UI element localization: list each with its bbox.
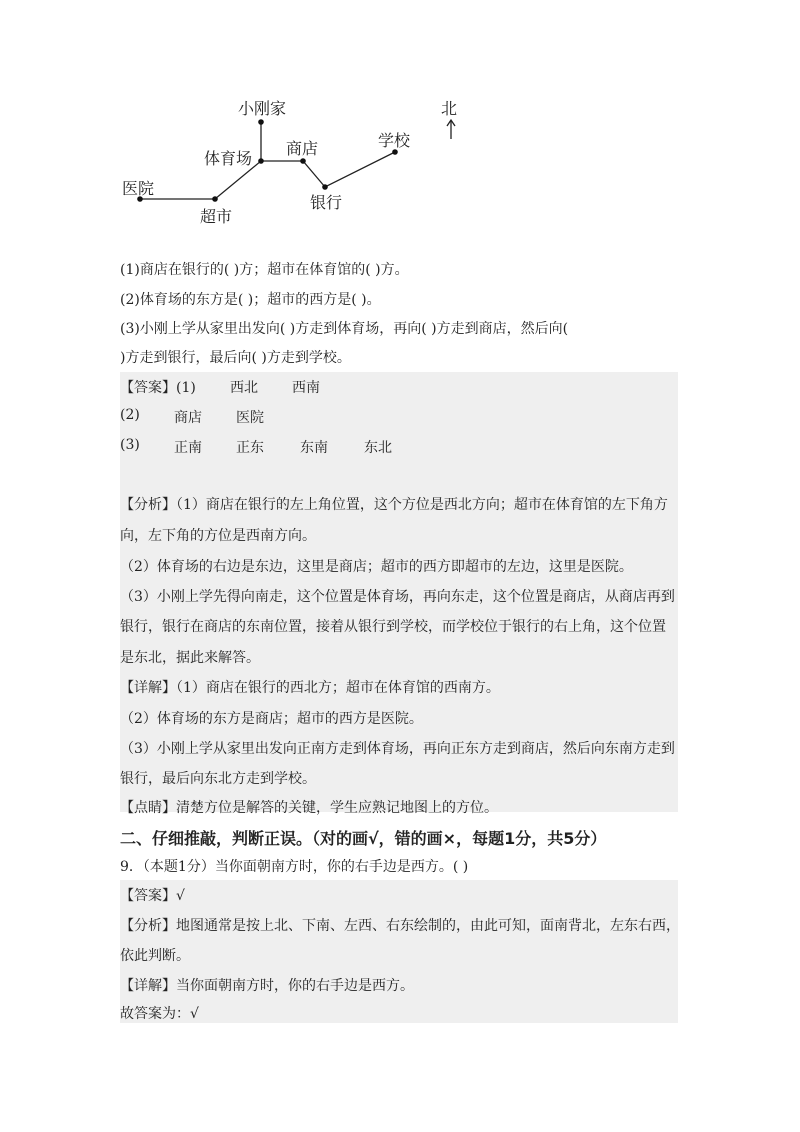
q9-conclusion: 故答案为：√ (120, 1006, 199, 1022)
analysis8-l2: 向，左下角的方位是西南方向。 (120, 528, 316, 544)
detail8-l3: （3）小刚上学从家里出发向正南方走到体育场，再向正东方走到商店，然后向东南方走到 (120, 741, 675, 757)
q9-stem: 9．（本题1分）当你面朝南方时，你的右手边是西方。( ) (120, 859, 469, 875)
detail8-l4: 银行，最后向东北方走到学校。 (120, 771, 316, 787)
q9-answer: 【答案】√ (120, 888, 185, 904)
q8-sub3a: (3)小刚上学从家里出发向( )方走到体育场，再向( )方走到商店，然后向( (120, 321, 569, 337)
north-arrow-icon (447, 120, 455, 139)
map-lines (110, 90, 490, 230)
label-hospital: 医院 (122, 179, 155, 198)
label-store: 商店 (286, 139, 319, 158)
label-xiaogang-home: 小刚家 (238, 99, 287, 118)
analysis8-l6: 是东北，据此来解答。 (120, 650, 260, 666)
q9-detail: 【详解】当你面朝南方时，你的右手边是西方。 (120, 978, 414, 994)
analysis8-l4: （3）小刚上学先得向南走，这个位置是体育场，再向东走，这个位置是商店，从商店再到 (120, 589, 675, 605)
q9-analysis-l1: 【分析】地图通常是按上北、下南、左西、右东绘制的，由此可知，面南背北，左东右西， (120, 918, 680, 934)
supermarket-point (212, 196, 218, 202)
label-school: 学校 (378, 131, 411, 150)
analysis8-l3: （2）体育场的右边是东边，这里是商店；超市的西方即超市的左边，这里是医院。 (120, 559, 633, 575)
home-point (258, 119, 264, 125)
analysis8-l5: 银行，银行在商店的东南位置，接着从银行到学校，而学校位于银行的右上角，这个位置 (120, 619, 666, 635)
detail8-l1: 【详解】（1）商店在银行的西北方；超市在体育馆的西南方。 (120, 680, 500, 696)
label-north: 北 (441, 99, 458, 118)
q8-sub2: (2)体育场的东方是( )；超市的西方是( )。 (120, 292, 381, 308)
direction-map (110, 90, 490, 230)
bank-point (322, 184, 328, 190)
answer8-row1: 【答案】(1) 西北 西南 (120, 380, 320, 396)
label-stadium: 体育场 (204, 149, 253, 168)
label-bank: 银行 (310, 193, 343, 212)
answer8-row2: (2) 商店 医院 (120, 407, 264, 426)
analysis8-l1: 【分析】（1）商店在银行的左上角位置，这个方位是西北方向；超市在体育馆的左下角方 (120, 497, 668, 513)
store-point (300, 158, 306, 164)
tip8: 【点睛】清楚方位是解答的关键，学生应熟记地图上的方位。 (120, 800, 498, 816)
q9-solution-box (120, 880, 678, 1023)
q8-sub1: (1)商店在银行的( )方；超市在体育馆的( )方。 (120, 262, 409, 278)
q8-sub3b: )方走到银行，最后向( )方走到学校。 (120, 350, 351, 366)
q9-analysis-l2: 依此判断。 (120, 948, 190, 964)
answer-label: 【答案】 (120, 380, 176, 396)
label-supermarket: 超市 (200, 207, 233, 226)
answer8-row3: (3) 正南 正东 东南 东北 (120, 437, 392, 456)
detail8-l2: （2）体育场的东方是商店；超市的西方是医院。 (120, 711, 423, 727)
stadium-point (258, 158, 264, 164)
section2-title: 二、仔细推敲，判断正误。（对的画√，错的画×，每题1分，共5分） (120, 829, 607, 848)
